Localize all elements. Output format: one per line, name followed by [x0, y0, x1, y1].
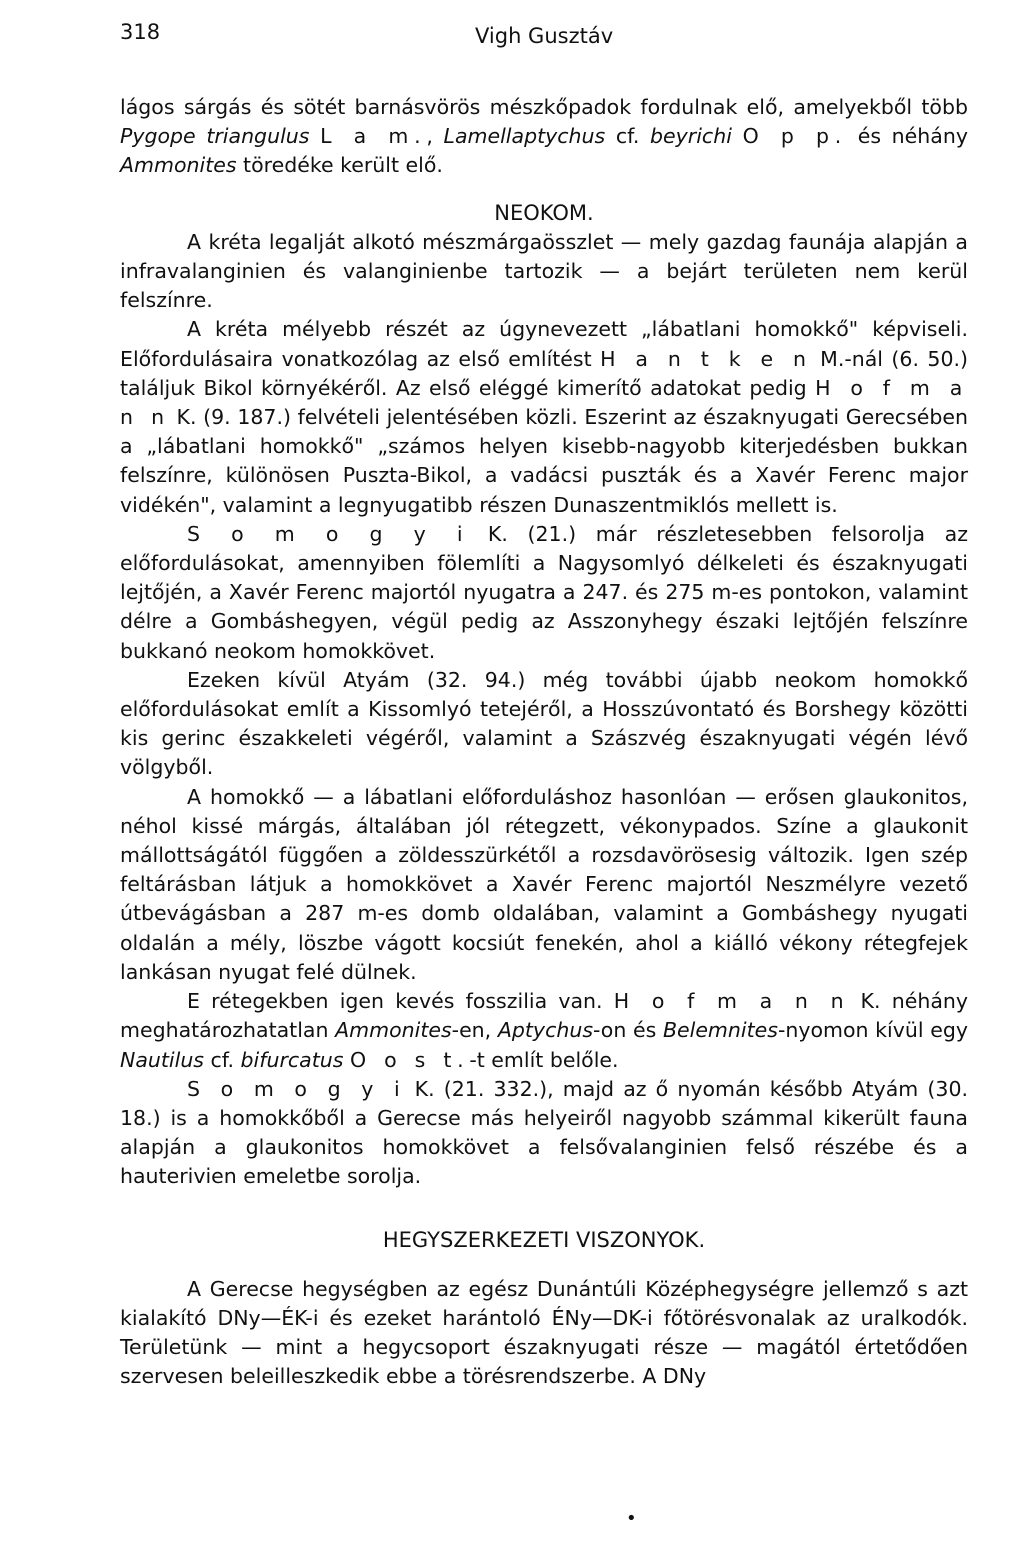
- text-run: K. (21.) már részletesebben felsorolja az előfordulásokat, amennyiben fölemlíti a Nagysomlyó délkeleti és északnyugati lejtőjén, a Xavér Ferenc majortól nyugatra a 247. és 275 m-es pontokon, valamint délre a Gombáshegyen, végül pedig az Asszonyhegy északi lejtőjén felszínre bukkanó neokom homokkövet.: [120, 521, 969, 663]
- taxon-name: Pygope triangulus: [120, 124, 310, 149]
- paragraph-4: [120, 520, 968, 666]
- text-run: cf.: [204, 1047, 241, 1072]
- section-heading-neokom: NEOKOM.: [494, 200, 594, 225]
- text-run: töredéke került elő.: [236, 153, 443, 178]
- paragraph-3: [120, 315, 968, 519]
- author-name: H o f m a n n: [613, 989, 850, 1014]
- paragraph-2: A kréta legalját alkotó mészmárgaösszlet — mely gazdag faunája alapján a infravalanginien és valanginienbe tartozik — a bejárt területen nem kerül felszínre.: [120, 229, 968, 313]
- text-run: K. (21. 332.), majd az ő nyomán később Atyám (30. 18.) is a homokkőből a Gerecse más helyeiről nagyobb számmal kikerült fauna alapján a glaukonitos homokkövet a felsővalanginien felső részébe és a hauterivien emeletbe sorolja.: [120, 1076, 968, 1189]
- text-run: E rétegekben igen kevés fosszilia van.: [187, 989, 614, 1014]
- text-run: cf.: [605, 124, 651, 149]
- taxon-name: Belemnites: [662, 1018, 778, 1043]
- author-name: S o m o g y i: [187, 1076, 406, 1101]
- text-run: -nyomon kívül egy: [777, 1018, 968, 1043]
- author-name: L a m.: [320, 124, 427, 149]
- text-run: lágos sárgás és sötét barnásvörös mészkőpadok fordulnak elő, amelyekből több: [120, 95, 968, 119]
- text-run: K. (9. 187.) felvételi jelentésében közli. Eszerint az északnyugati Gerecsében a „lábatlani homokkő" „számos helyen kisebb-nagyobb kiterjedésben bukkan felszínre, különösen Puszta-Bikol, a vadácsi puszták és a Xavér Ferenc major vidékén", valamint a legnyugatibb részen Dunaszentmiklós mellett is.: [120, 405, 968, 517]
- text-run: K. néhány meghatározhatatlan: [120, 989, 968, 1043]
- taxon-name: bifurcatus: [240, 1047, 344, 1072]
- taxon-name: beyrichi: [650, 124, 732, 149]
- text-run: és néhány: [847, 124, 968, 149]
- section-heading-hegyszerkezeti: HEGYSZERKEZETI VISZONYOK.: [382, 1227, 706, 1252]
- taxon-name: Aptychus: [497, 1018, 594, 1043]
- paragraph-5: Ezeken kívül Atyám (32. 94.) még további újabb neokom homokkő előfordulásokat említ a Kissomlyó tetejéről, a Hosszúvontató és Borshegy közötti kis gerinc északkeleti végéről, valamint a Szászvég északnyugati végén lévő völgyből.: [120, 667, 968, 780]
- text-run: M.-nál (6. 50.) találjuk Bikol környékéről. Az első eléggé kimerítő adatokat pedig: [120, 346, 969, 400]
- author-name: H o f m a n n: [120, 375, 968, 430]
- running-title: Vigh Gusztáv: [475, 24, 614, 48]
- taxon-name: Ammonites: [120, 153, 237, 178]
- author-name: O o s t.: [349, 1047, 470, 1072]
- paragraph-9: A Gerecse hegységben az egész Dunántúli Középhegységre jellemző s azt kialakító DNy—ÉK-i és ezeket harántoló ÉNy—DK-i főtörésvonalak az uralkodók. Területünk — mint a hegycsoport északnyugati része — magától értetődően szervesen beleilleszkedik ebbe a törésrendszerbe. A DNy: [120, 1276, 968, 1389]
- text-run: -en,: [451, 1018, 498, 1043]
- taxon-name: Ammonites: [335, 1018, 452, 1043]
- page-body: [120, 93, 968, 1392]
- taxon-name: Lamellaptychus: [443, 124, 606, 149]
- author-name: H a n t k e n: [600, 346, 812, 371]
- paragraph-1: [120, 93, 968, 181]
- bullet-mark: •: [626, 1508, 637, 1529]
- paragraph-6: A homokkő — a lábatlani előforduláshoz hasonlóan — erősen glaukonitos, néhol kissé márgás, általában jól rétegzett, vékonypados. Színe a glaukonit mállottságától függően a zöldesszürkétől a rozsdavörösesig változik. Igen szép feltárásban látjuk a homokkövet a Xavér Ferenc majortól Neszmélyre vezető útbevágásban a 287 m-es domb oldalában, valamint a Gombáshegy nyugati oldalán a mély, löszbe vágott kocsiút fenekén, ahol a kiálló vékony rétegfejek lankásan nyugat felé dülnek.: [120, 784, 968, 984]
- author-name: O p p.: [742, 124, 848, 149]
- text-run: ,: [426, 124, 444, 149]
- text-run: -t említ belőle.: [469, 1047, 619, 1072]
- page-number: 318: [120, 20, 161, 44]
- author-name: S o m o g y i: [187, 521, 469, 546]
- paragraph-7: [120, 987, 968, 1075]
- text-run: A kréta mélyebb részét az úgynevezett „lábatlani homokkő" képviseli. Előfordulásaira vonatkozólag az első említést: [120, 317, 968, 371]
- text-run: -on és: [593, 1018, 663, 1043]
- taxon-name: Nautilus: [120, 1047, 204, 1072]
- paragraph-8: [120, 1075, 968, 1192]
